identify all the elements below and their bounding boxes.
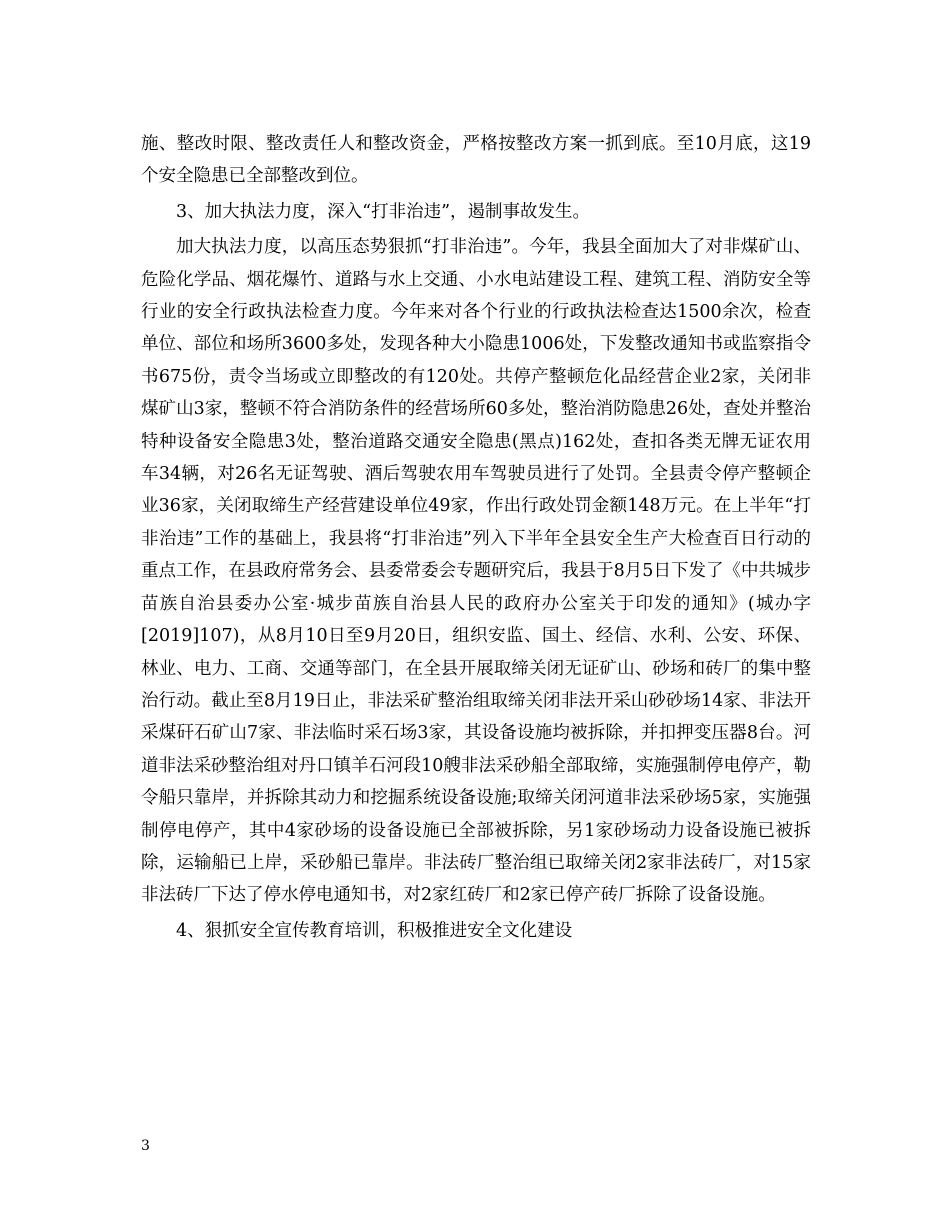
paragraph-enforcement: 加大执法力度，以高压态势狠抓“打非治违”。今年，我县全面加大了对非煤矿山、危险化学品、烟花爆竹、道路与水上交通、小水电站建设工程、建筑工程、消防安全等行业的安全行政执法检查力度。今年来对各个行业的行政执法检查达1500余次，检查单位、部位和场所3600多处，发现各种大小隐患1006处，下发整改通知书或监察指令书675份，责令当场或立即整改的有120处。共停产整顿危化品经营企业2家，关闭非煤矿山3家，整顿不符合消防条件的经营场所60多处，整治消防隐患26处，查处并整治特种设备安全隐患3处，整治道路交通安全隐患(黑点)162处，查扣各类无牌无证农用车34辆，对26名无证驾驶、酒后驾驶农用车驾驶员进行了处罚。全县责令停产整顿企业36家，关闭取缔生产经营建设单位49家，作出行政处罚金额148万元。在上半年“打非治违”工作的基础上，我县将“打非治违”列入下半年全县安全生产大检查百日行动的重点工作，在县政府常务会、县委常委会专题研究后，我县于8月5日下发了《中共城步苗族自治县委办公室·城步苗族自治县人民的政府办公室关于印发的通知》(城办字[2019]107)，从8月10日至9月20日，组织安监、国土、经信、水利、公安、环保、林业、电力、工商、交通等部门，在全县开展取缔关闭无证矿山、砂场和砖厂的集中整治行动。截止至8月19日止，非法采矿整治组取缔关闭非法开采山砂砂场14家、非法开采煤矸石矿山7家、非法临时采石场3家，其设备设施均被拆除，并扣押变压器8台。河道非法采砂整治组对丹口镇羊石河段10艘非法采砂船全部取缔，实施强制停电停产，勒令船只靠岸，并拆除其动力和挖掘系统设备设施;取缔关闭河道非法采砂场5家，实施强制停电停产，其中4家砂场的设备设施已全部被拆除，另1家砂场动力设备设施已被拆除，运输船已上岸，采砂船已靠岸。非法砖厂整治组已取缔关闭2家非法砖厂，对15家非法砖厂下达了停水停电通知书，对2家红砖厂和2家已停产砖厂拆除了设备设施。 [141, 237, 811, 906]
section-heading-3: 3、加大执法力度，深入“打非治违”，遏制事故发生。 [176, 201, 591, 222]
page-number: 3 [141, 1138, 150, 1154]
document-body [141, 128, 811, 947]
paragraph-continuation: 施、整改时限、整改责任人和整改资金，严格按整改方案一抓到底。至10月底，这19个安全隐患已全部整改到位。 [141, 134, 811, 187]
section-heading-4: 4、狠抓安全宣传教育培训，积极推进安全文化建设 [176, 920, 573, 941]
